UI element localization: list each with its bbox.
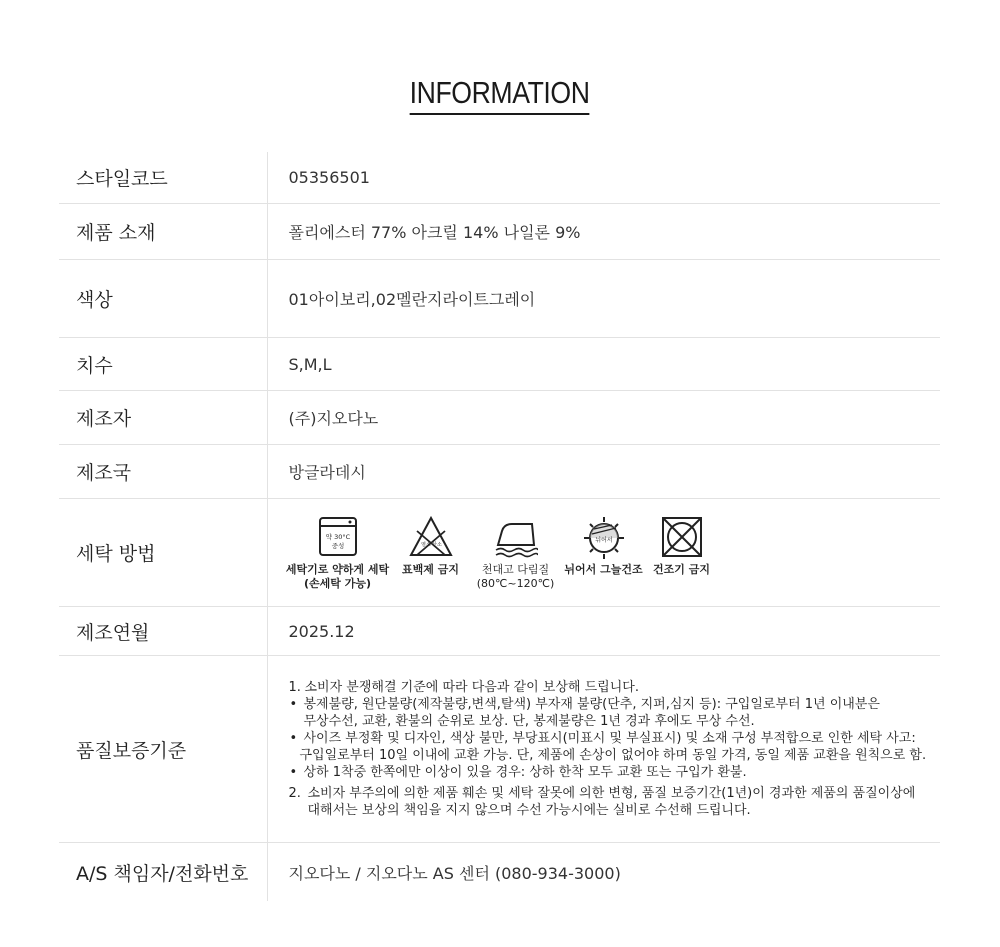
material-value: 폴리에스터 77% 아크릴 14% 나일론 9% bbox=[267, 204, 940, 260]
wash-care-item bbox=[561, 515, 647, 577]
bullet-dot: • bbox=[289, 697, 298, 712]
row-color bbox=[59, 260, 940, 338]
quality-label: 품질보증기준 bbox=[59, 656, 267, 843]
quality-bullet-text bbox=[304, 696, 941, 730]
wash-care-item bbox=[471, 515, 561, 591]
quality-item-number: 1. bbox=[288, 680, 301, 695]
bullet-dot: • bbox=[289, 765, 298, 780]
size-value: S,M,L bbox=[267, 338, 940, 391]
bullet-dot: • bbox=[289, 731, 298, 746]
dry-flat-shade-icon bbox=[582, 515, 626, 559]
quality-bullet-line: 사이즈 부정확 및 디자인, 색상 불만, 부당표시(미표시 및 부실표시) 및 소재 구성 부적합으로 인한 세탁 사고: bbox=[303, 731, 916, 746]
style-code-label: 스타일코드 bbox=[59, 152, 267, 204]
quality-text-block bbox=[289, 679, 941, 819]
quality-bullet bbox=[289, 696, 941, 730]
wash-item-label: 건조기 금지 bbox=[653, 562, 710, 576]
row-quality bbox=[59, 656, 940, 843]
quality-item-line: 대해서는 보상의 책임을 지지 않으며 수선 가능시에는 실비로 수선해 드립니다. bbox=[307, 803, 751, 818]
date-label: 제조연월 bbox=[59, 607, 267, 656]
wash-item-sublabel: (손세탁 가능) bbox=[303, 576, 371, 590]
no-tumble-dry-icon bbox=[660, 515, 704, 559]
country-label: 제조국 bbox=[59, 445, 267, 499]
wash-care-item bbox=[285, 515, 391, 591]
wash-neutral-text: 중성 bbox=[331, 541, 344, 550]
wash-item-label: 세탁기로 약하게 세탁 bbox=[285, 562, 390, 576]
country-value: 방글라데시 bbox=[267, 445, 940, 499]
style-code-value: 05356501 bbox=[267, 152, 940, 204]
quality-bullet-text bbox=[299, 730, 941, 764]
quality-bullet-line: 무상수선, 교환, 환불의 순위로 보상. 단, 봉제불량은 1년 경과 후에도 무상 수선. bbox=[303, 714, 755, 729]
quality-item-2 bbox=[289, 785, 941, 819]
wash-item-label: 천대고 다림질 bbox=[481, 562, 550, 576]
wash-item-label: 표백제 금지 bbox=[402, 562, 459, 576]
color-value: 01아이보리,02멜란지라이트그레이 bbox=[267, 260, 940, 338]
info-table bbox=[59, 152, 940, 901]
quality-value bbox=[267, 656, 940, 843]
wash-care-item bbox=[391, 515, 471, 577]
washing-label: 세탁 방법 bbox=[59, 499, 267, 607]
quality-bullet-line: 구입일로부터 10일 이내에 교환 가능. 단, 제품에 손상이 없어야 하며 동일 가격, 동일 제품 교환을 원칙으로 함. bbox=[299, 748, 927, 763]
quality-bullet bbox=[289, 764, 941, 781]
wash-temp-text: 약 30°C bbox=[325, 532, 350, 541]
material-label: 제품 소재 bbox=[59, 204, 267, 260]
quality-item-1 bbox=[289, 679, 941, 696]
wash-care-item bbox=[647, 515, 717, 577]
wash-item-label: 뉘어서 그늘건조 bbox=[564, 562, 643, 576]
row-maker bbox=[59, 391, 940, 445]
oxygen-text: 산소 bbox=[431, 541, 442, 548]
as-value: 지오다노 / 지오다노 AS 센터 (080-934-3000) bbox=[288, 863, 621, 883]
wash-item-sublabel: (80℃~120℃) bbox=[476, 576, 555, 590]
maker-label: 제조자 bbox=[59, 391, 267, 445]
iron-icon bbox=[494, 515, 538, 559]
date-value: 2025.12 bbox=[267, 607, 940, 656]
size-label: 치수 bbox=[59, 338, 267, 391]
quality-bullet bbox=[289, 730, 941, 764]
wash-tub-icon bbox=[316, 515, 360, 559]
quality-item-number: 2. bbox=[288, 786, 301, 801]
as-label: A/S 책임자/전화번호 bbox=[59, 843, 267, 902]
row-size bbox=[59, 338, 940, 391]
flat-text: 뉘어서 bbox=[594, 536, 613, 544]
row-style-code bbox=[59, 152, 940, 204]
row-as bbox=[59, 843, 940, 902]
quality-item-line: 소비자 부주의에 의한 제품 훼손 및 세탁 잘못에 의한 변형, 품질 보증기간(1년)이 경과한 제품의 품질이상에 bbox=[307, 786, 916, 801]
title-wrap bbox=[0, 74, 1000, 115]
maker-value: (주)지오다노 bbox=[267, 391, 940, 445]
color-label: 색상 bbox=[59, 260, 267, 338]
page-title: INFORMATION bbox=[410, 74, 590, 115]
row-date bbox=[59, 607, 940, 656]
no-bleach-icon bbox=[409, 515, 453, 559]
chlorine-text: 염소 bbox=[420, 541, 431, 548]
washing-value bbox=[267, 499, 940, 607]
wash-care-list bbox=[285, 515, 941, 591]
row-material bbox=[59, 204, 940, 260]
quality-bullet-line: 상하 1착중 한쪽에만 이상이 있을 경우: 상하 한착 모두 교환 또는 구입가 환불. bbox=[303, 765, 747, 780]
row-country bbox=[59, 445, 940, 499]
quality-item-text bbox=[305, 785, 941, 819]
quality-bullet-line: 봉제불량, 원단불량(제작불량,변색,탈색) 부자재 불량(단추, 지퍼,심지 등): 구입일로부터 1년 이내분은 bbox=[303, 697, 880, 712]
row-washing bbox=[59, 499, 940, 607]
quality-item-text: 소비자 분쟁해결 기준에 따라 다음과 같이 보상해 드립니다. bbox=[304, 680, 639, 695]
